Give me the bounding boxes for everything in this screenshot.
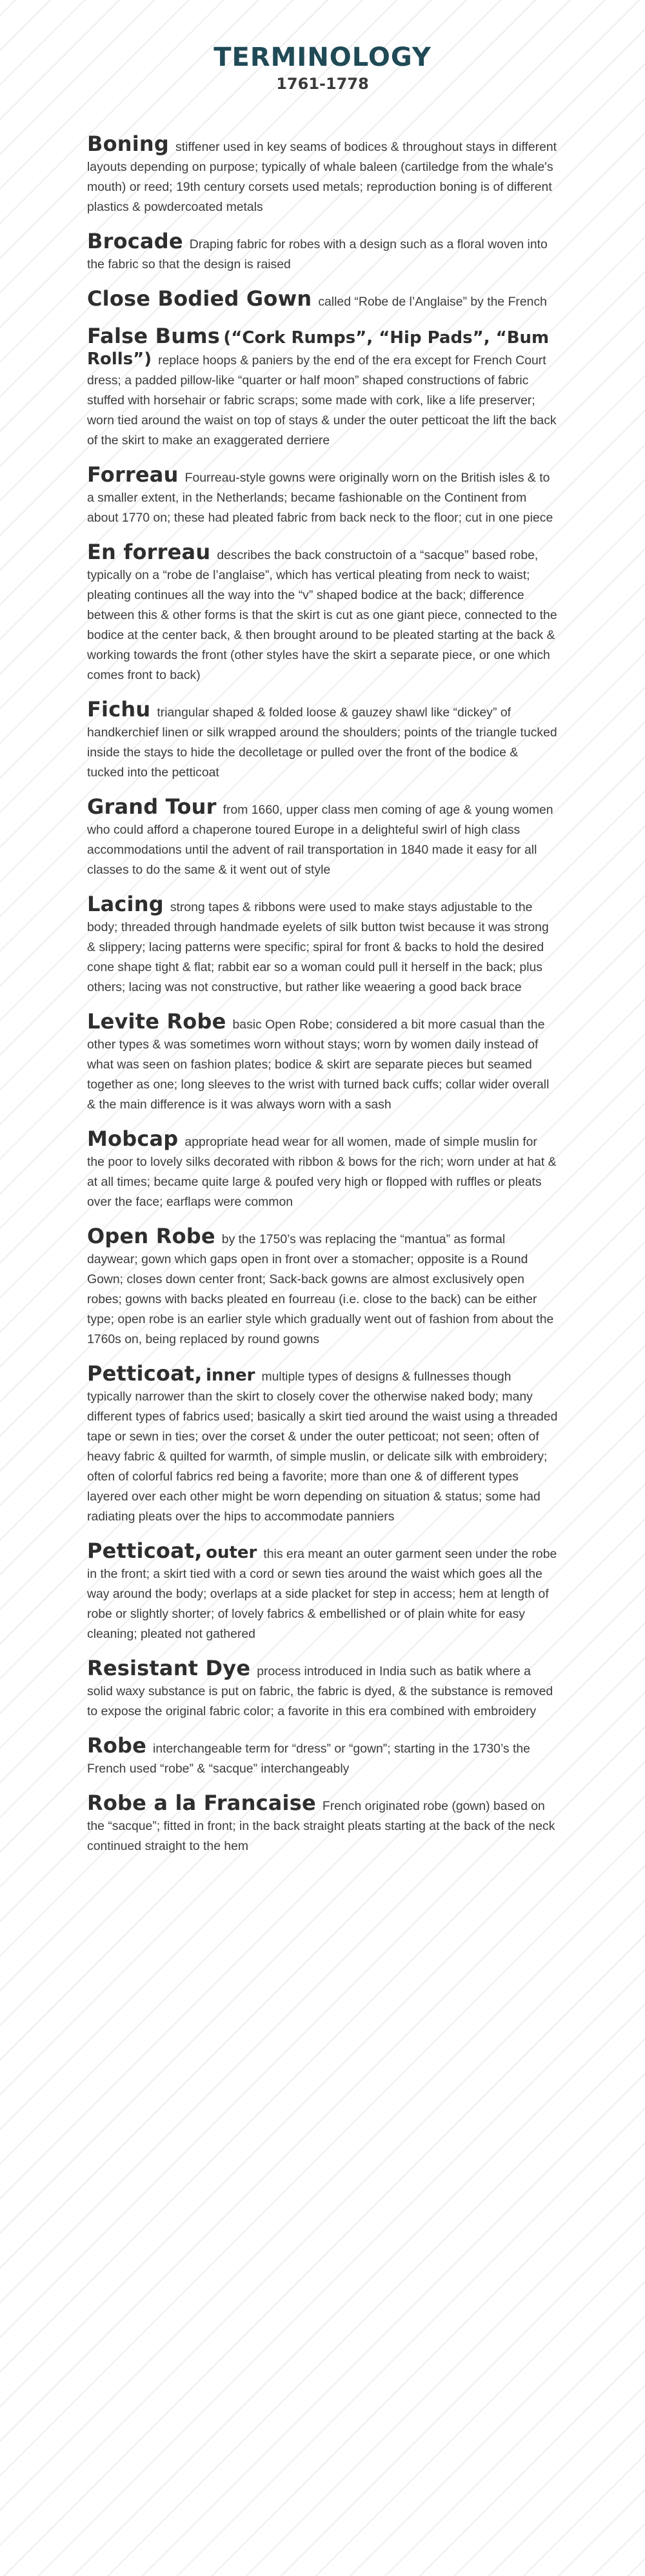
definition: strong tapes & ribbons were used to make stays adjustable to the body; threaded through handmade eyelets of silk button twist because it was strong & slippery; lacing patterns were specific; spiral for front & backs to hold the desired cone shape tight & flat; rabbit ear so a woman could pull it herself in the back; plus others; lacing was not constructive, but rather like weaering a good back brace <box>87 900 549 994</box>
definition: basic Open Robe; considered a bit more casual than the other types & was sometimes worn without stays; worn by women daily instead of what was seen on fashion plates; bodice & skirt are separate pieces but seamed together as one; long sleeves to the wrist with turned back cuffs; collar wider overall & the main difference is it was always worn with a sash <box>87 1018 550 1112</box>
term-qualifier: outer <box>206 1543 257 1562</box>
page-title: TERMINOLOGY <box>213 43 432 72</box>
glossary-entry-robe <box>87 1733 558 1779</box>
term: Boning <box>87 132 170 156</box>
glossary-entry-brocade <box>87 231 558 275</box>
glossary-entry-grand-tour <box>87 794 558 880</box>
definition: called “Robe de l’Anglaise” by the French <box>318 295 547 309</box>
definition: stiffener used in key seams of bodices & throughout stays in different layouts depending on purpose; typically of whale baleen (cartiledge from the whale's mouth) or reed; 19th century corsets used metals; reproduction boning is of different plastics & powdercoated metals <box>87 140 557 214</box>
glossary-entry-boning <box>87 134 558 217</box>
term: Grand Tour <box>87 794 217 819</box>
term: Lacing <box>87 892 164 916</box>
page-subtitle: 1761-1778 <box>276 75 369 93</box>
term-qualifier: inner <box>206 1366 255 1385</box>
term: Petticoat, <box>87 1361 203 1386</box>
term-alternate-names: (“Cork Rumps”, “Hip Pads”, “Bum Rolls”) <box>87 328 550 369</box>
glossary-entry-en-forreau <box>87 542 558 685</box>
definition: multiple types of designs & fullnesses though typically narrower than the skirt to closely cover the otherwise naked body; many different types of fabrics used; basically a skirt tied around the waist using a threaded tape or sewn in ties; over the corset & under the outer petticoat; not seen; often of heavy fabric & quilted for warmth, of simple muslin, or delicate silk with embroidery; often of colorful fabrics red being a favorite; more than one & of different types layered over each other might be worn depending on situation & status; some had radiating pleats over the hips to accommodate panniers <box>87 1370 558 1524</box>
glossary-entry-robe-a-la-francaise <box>87 1793 558 1856</box>
term: False Bums <box>87 324 220 348</box>
definition: by the 1750’s was replacing the “mantua” as formal daywear; gown which gaps open in front over a stomacher; opposite is a Round Gown; closes down center front; Sack-back gowns are almost exclusively open robes; gowns with backs pleated en fourreau (i.e. close to the back) can be either type; open robe is an earlier style which gradually went out of fashion from about the 1760s on, being replaced by round gowns <box>87 1232 554 1346</box>
glossary-entry-open-robe <box>87 1226 558 1350</box>
glossary-entry-false-bums <box>87 326 558 451</box>
term: Levite Robe <box>87 1009 226 1034</box>
glossary-entry-close-bodied-gown <box>87 286 558 312</box>
glossary-entry-forreau <box>87 462 558 528</box>
term: Fichu <box>87 697 151 722</box>
term: En forreau <box>87 540 211 564</box>
glossary-entry-levite-robe <box>87 1009 558 1115</box>
glossary-entry-petticoat-outer <box>87 1541 558 1644</box>
definition: triangular shaped & folded loose & gauzey shawl like “dickey” of handkerchief linen or silk wrapped around the shoulders; points of the triangle tucked inside the stays to hide the decolletage or pulled over the front of the bodice & tucked into the petticoat <box>87 705 557 780</box>
definition: Fourreau-style gowns were originally worn on the British isles & to a smaller extent, in the Netherlands; became fashionable on the Continent from about 1770 on; these had pleated fabric from back neck to the floor; cut in one piece <box>87 471 553 525</box>
term: Resistant Dye <box>87 1656 251 1680</box>
term: Brocade <box>87 229 183 253</box>
glossary-entry-mobcap <box>87 1126 558 1212</box>
glossary-entry-resistant-dye <box>87 1658 558 1722</box>
definition: appropriate head wear for all women, made of simple muslin for the poor to lovely silks decorated with ribbon & bows for the rich; worn under at hat & at all times; became quite large & poufed very high or flopped with ruffles or pleats over the face; earflaps were common <box>87 1135 557 1209</box>
definition: process introduced in India such as batik where a solid waxy substance is put on fabric, the fabric is dyed, & the substance is removed to expose the original fabric color; a favorite in this era combined with embroidery <box>87 1664 553 1718</box>
term: Close Bodied Gown <box>87 286 312 311</box>
glossary-list <box>87 134 558 1856</box>
term: Forreau <box>87 462 179 487</box>
definition: replace hoops & paniers by the end of the era except for French Court dress; a padded pillow-like “quarter or half moon” shaped constructions of fabric stuffed with horsehair or fabric scraps; some made with cork, like a life preserver; worn tied around the waist on top of stays & under the outer petticoat the lift the back of the skirt to make an exaggerated derriere <box>87 353 557 447</box>
term: Robe <box>87 1733 147 1758</box>
definition: French originated robe (gown) based on the “sacque”; fitted in front; in the back straight pleats starting at the back of the neck continued straight to the hem <box>87 1799 555 1853</box>
definition: from 1660, upper class men coming of age & young women who could afford a chaperone toured Europe in a delighteful swirl of high class accommodations until the advent of rail transportation in 1840 made it easy for all classes to do the same & it went out of style <box>87 803 553 877</box>
term: Robe a la Francaise <box>87 1791 316 1815</box>
definition: Draping fabric for robes with a design such as a floral woven into the fabric so that the design is raised <box>87 237 548 271</box>
term: Petticoat, <box>87 1539 203 1563</box>
glossary-entry-petticoat-inner <box>87 1361 558 1527</box>
glossary-entry-lacing <box>87 894 558 998</box>
definition: describes the back constructoin of a “sacque” based robe, typically on a “robe de l’anglaise”, which has vertical pleating from neck to waist; pleating continues all the way into the “v” shaped bodice at the back; difference between this & other forms is that the skirt is cut as one giant piece, connected to the bodice at the center back, & then brought around to be pleated starting at the back & working towards the front (other styles have the skirt a separate piece, or one which comes front to back) <box>87 548 557 682</box>
glossary-entry-fichu <box>87 697 558 783</box>
definition: this era meant an outer garment seen under the robe in the front; a skirt tied with a cord or sewn ties around the waist which goes all the way around the body; overlaps at a side placket for step in access; hem at length of robe or slightly shorter; of lovely fabrics & embellished or of plain white for easy cleaning; pleated not gathered <box>87 1547 557 1641</box>
term: Open Robe <box>87 1224 215 1248</box>
term: Mobcap <box>87 1126 179 1151</box>
definition: interchangeable term for “dress” or “gown”; starting in the 1730’s the French used “robe” & “sacque” interchangeably <box>87 1742 530 1776</box>
